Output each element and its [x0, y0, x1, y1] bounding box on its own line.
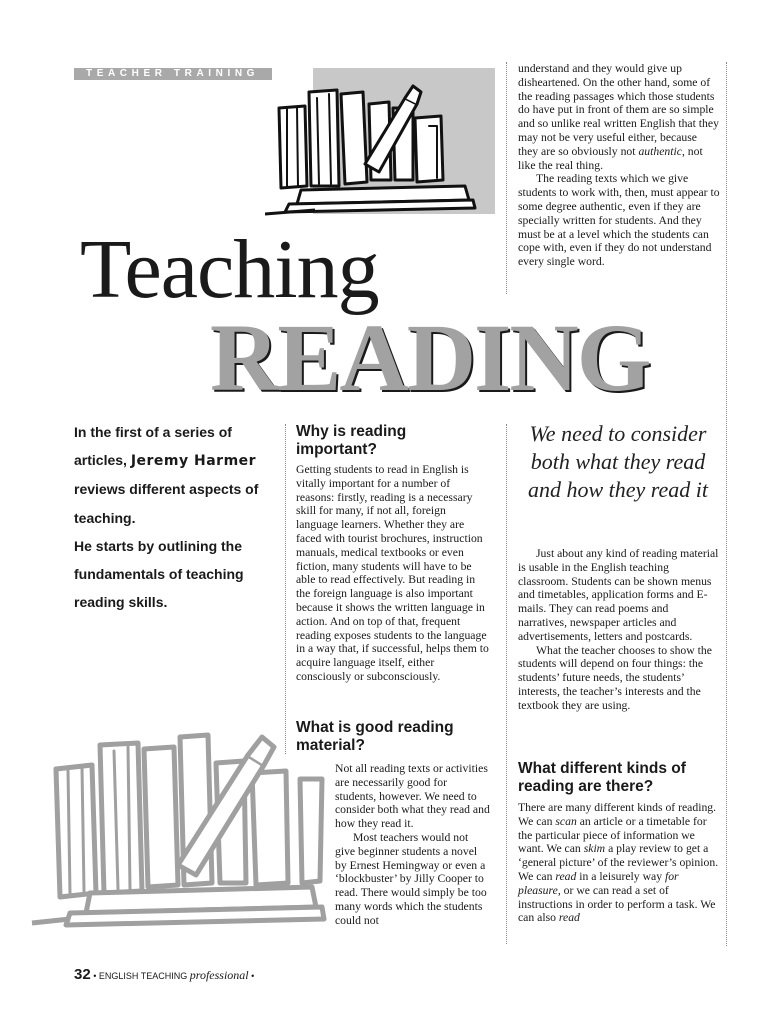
paragraph: Most teachers would not give beginner students a novel by Ernest Hemingway or even a ‘blockbuster’ by Jilly Cooper to read. There would simply be too many words which the students could not	[335, 830, 487, 927]
column-divider	[506, 62, 507, 294]
paragraph: understand and they would give up disheartened. On the other hand, some of the reading passages which those students do have put in front of them are so simple and so unlike real written English that they may not be very useful either, because they are so obviously not authentic, not like the real thing.	[518, 62, 719, 172]
magazine-name: ENGLISH TEACHING	[98, 971, 188, 981]
section-tag: TEACHER TRAINING	[74, 68, 272, 80]
books-pencil-illustration-grey-icon	[30, 715, 330, 935]
pull-quote: We need to consider both what they read and how they read it	[527, 421, 709, 502]
paragraph: What the teacher chooses to show the students will depend on four things: the students’ future needs, the students’ interests, the teacher’s interests and the textbook they are using.	[518, 643, 712, 712]
article-column-right	[518, 547, 720, 713]
article-intro	[74, 418, 274, 616]
page-number: 32	[74, 966, 91, 983]
magazine-name-italic: professional	[189, 968, 249, 982]
paragraph: There are many different kinds of reading. We can scan an article or a timetable for the particular piece of information we want. We can skim a play review to get a ‘general picture’ of the reviewer’s opinion. We can read in a leisurely way for pleasure, or we can read a set of instructions in order to perform a task. We can also read	[518, 801, 719, 925]
column-divider	[285, 424, 286, 754]
section-heading: What is good reading material?	[296, 719, 454, 754]
title-line-1: Teaching	[80, 223, 379, 316]
author-name: Jeremy Harmer	[130, 453, 257, 470]
intro-line: In the first of a series of articles, Jeremy Harmer reviews different aspects of teaching.	[74, 424, 259, 526]
section-heading: Why is reading important?	[296, 423, 407, 458]
paragraph: Getting students to read in English is vitally important for a number of reasons: firstly, reading is a necessary skill for many, if not all, foreign language learners. Whether they are faced with tourist brochures, instruction manuals, medical textbooks or even fiction, many students will have to be able to read effectively. But reading in the foreign language is also important because it shows the written language in action. And on top of that, frequent reading exposes students to the language in a way that, if successful, helps them to acquire language itself, either consciously or subconsciously.	[296, 463, 489, 683]
intro-line: He starts by outlining the fundamentals of teaching reading skills.	[74, 537, 244, 611]
article-column-right-2	[518, 801, 720, 925]
books-pencil-illustration-icon	[265, 68, 495, 216]
column-divider	[506, 424, 507, 944]
page-footer	[74, 966, 254, 985]
footer-bullet: •	[93, 971, 97, 981]
paragraph: Just about any kind of reading material is usable in the English teaching classroom. Students can be shown menus and timetables, application forms and E-mails. They can read poems and narratives, newspaper articles and advertisements, letters and postcards.	[518, 547, 719, 643]
footer-bullet: •	[251, 971, 255, 981]
paragraph: The reading texts which we give students to work with, then, must appear to some degree authentic, even if they are specially written for students. And they must be at a level which the students can cope with, even if they do not understand every single word.	[518, 172, 720, 269]
paragraph: Not all reading texts or activities are necessarily good for students, however. We need to consider both what they read and how they read it.	[335, 762, 490, 831]
title-line-2: READING	[210, 304, 650, 411]
article-column-top	[518, 62, 720, 269]
section-heading: What different kinds of reading are there?	[518, 760, 686, 795]
article-column-middle-2	[335, 762, 490, 928]
page-edge-divider	[726, 62, 727, 946]
article-column-middle	[296, 423, 490, 684]
